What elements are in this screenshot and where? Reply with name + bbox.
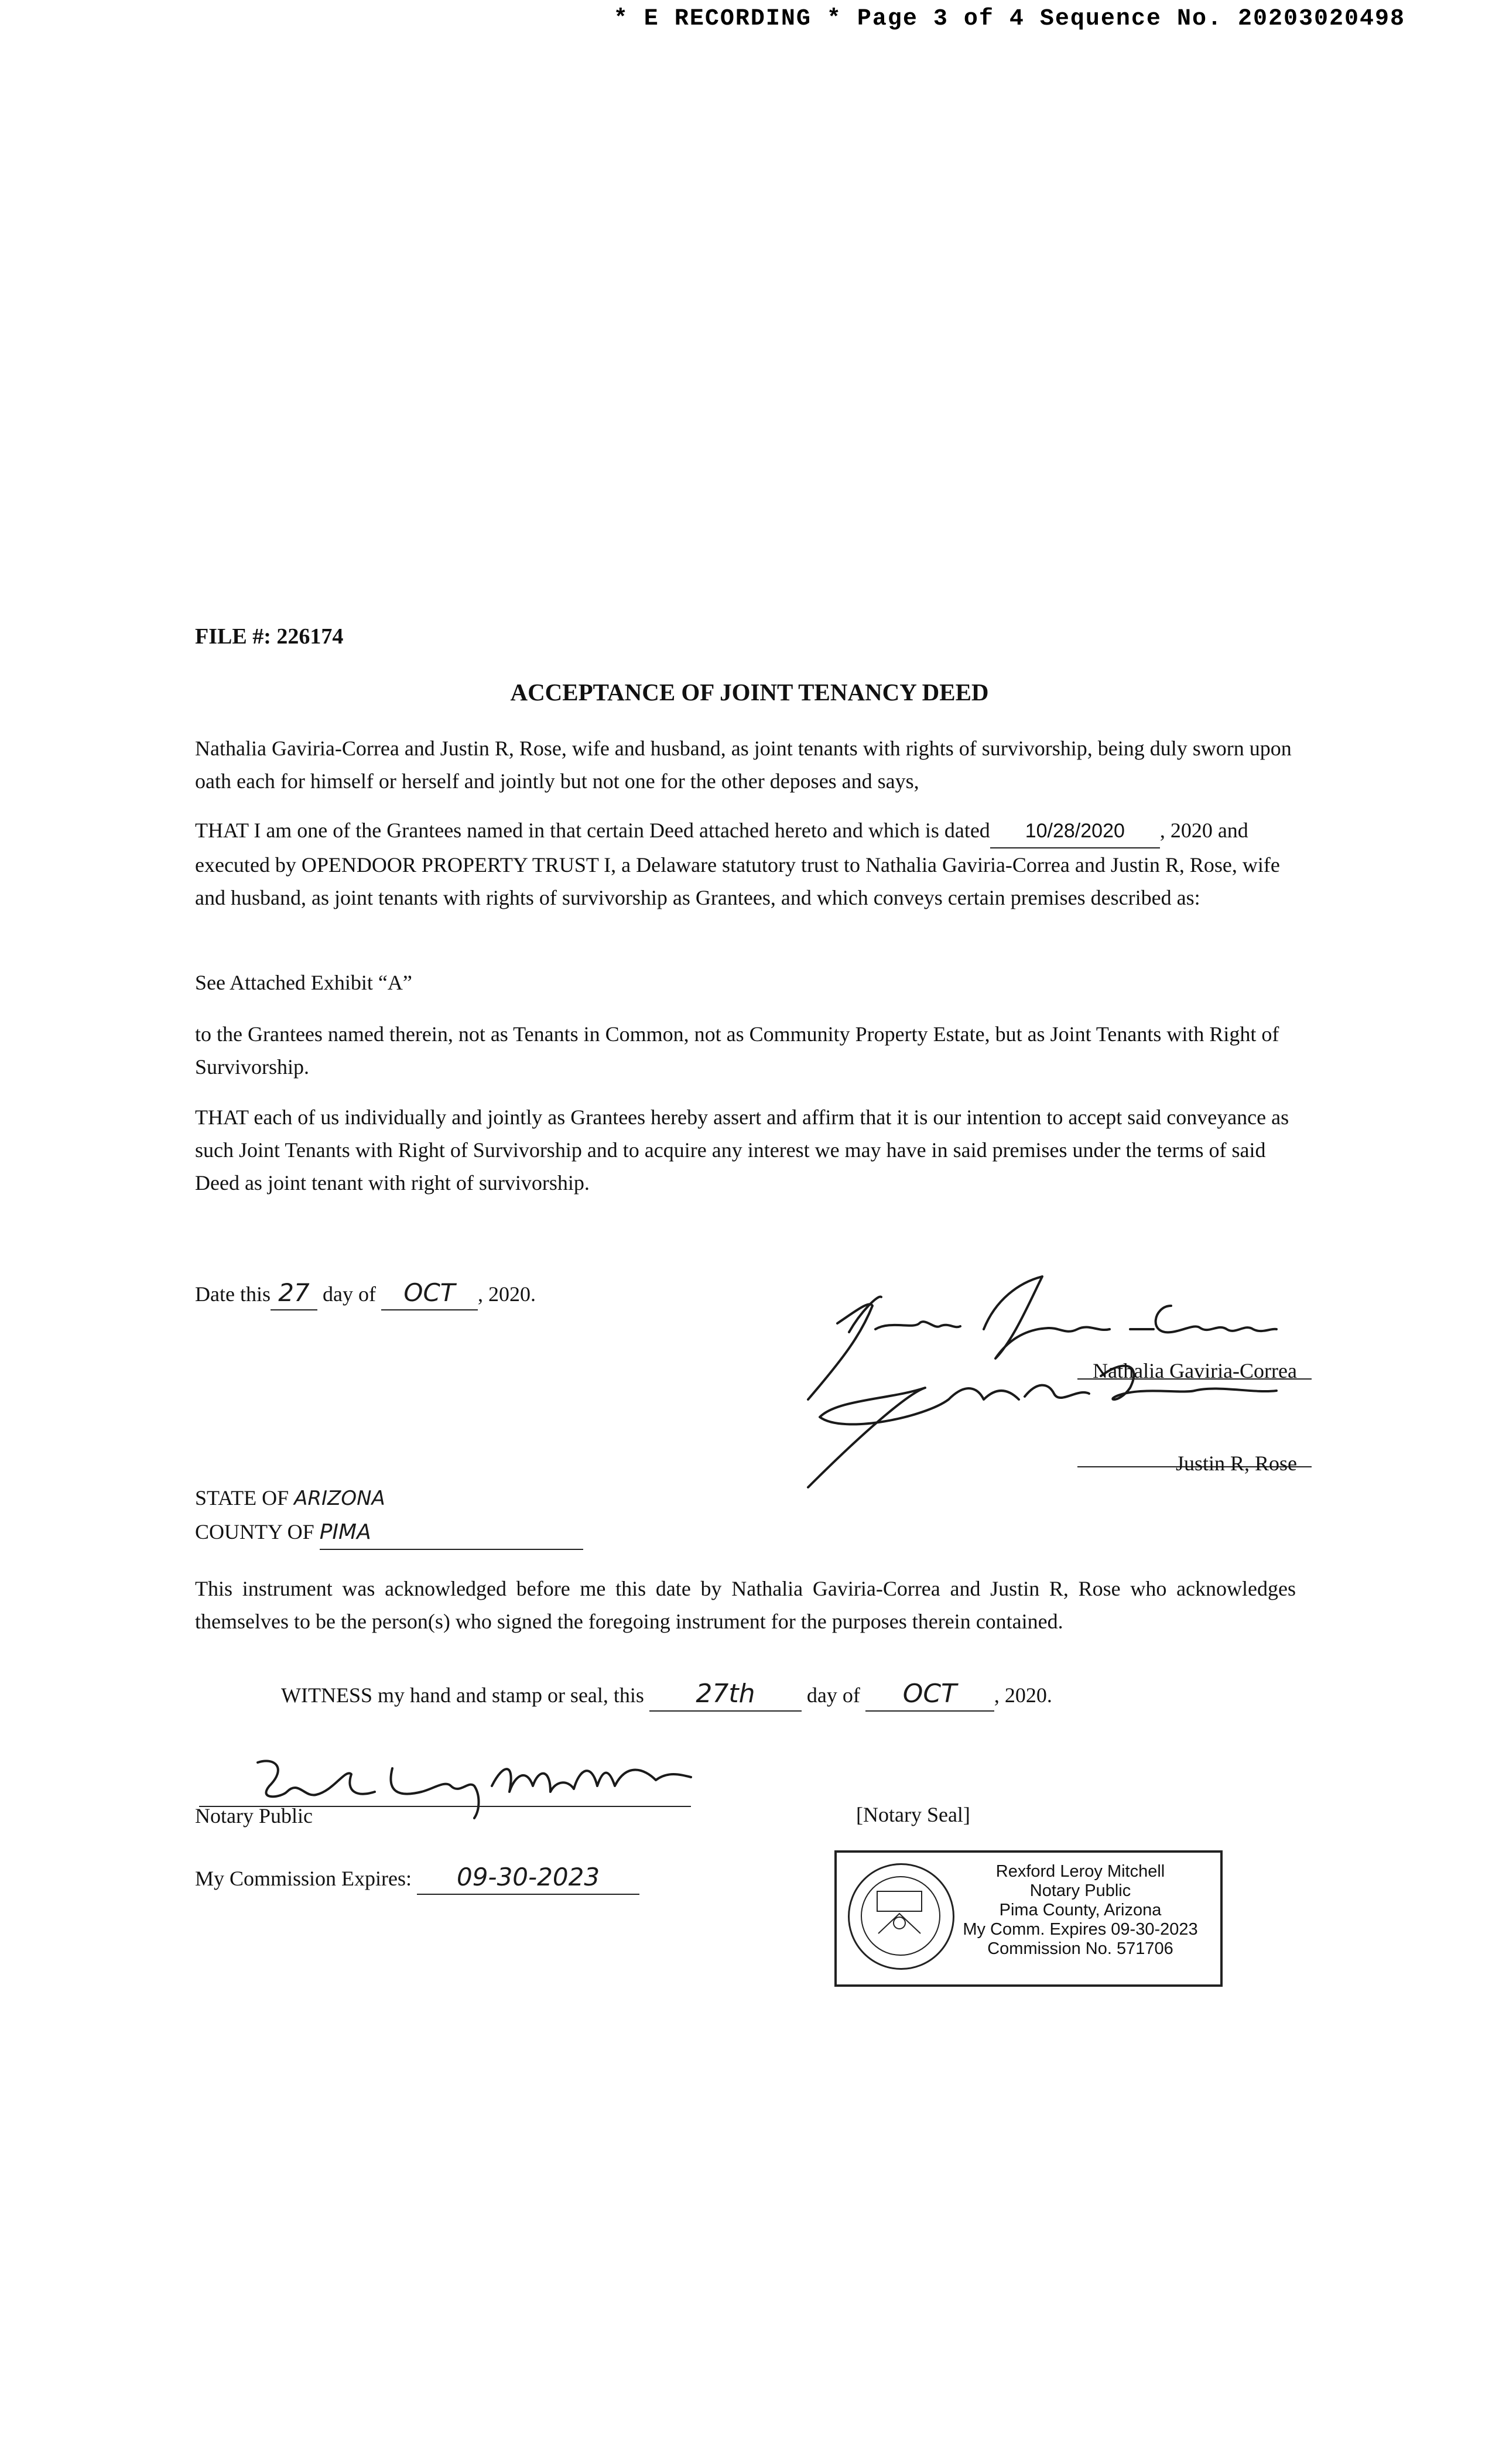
acknowledgment-paragraph: This instrument was acknowledged before me this date by Nathalia Gaviria-Correa and Justin R, Rose who acknowledges themselves to be the person(s) who signed the foregoing instrument for the purposes therein contained.: [195, 1577, 1296, 1633]
county-label: COUNTY OF: [195, 1520, 314, 1544]
notary-seal-label: [Notary Seal]: [856, 1803, 970, 1826]
notary-public-label: Notary Public: [195, 1804, 313, 1828]
paragraph-tenancy: to the Grantees named therein, not as Tenants in Common, not as Community Property Estate, but as Joint Tenants with Right of Survivorship.: [195, 1022, 1279, 1079]
stamp-text: [954, 1862, 1206, 1959]
commission-label: My Commission Expires:: [195, 1867, 412, 1890]
county-line: [195, 1515, 605, 1550]
stamp-expires: My Comm. Expires 09-30-2023: [963, 1920, 1198, 1939]
commission-value: 09-30-2023: [417, 1861, 639, 1895]
stamp-commission: Commission No. 571706: [987, 1939, 1173, 1958]
date-month: OCT: [381, 1277, 478, 1310]
document-title: ACCEPTANCE OF JOINT TENANCY DEED: [510, 679, 989, 706]
seal-emblem-icon: [872, 1887, 926, 1941]
witness-day: 27th: [649, 1678, 802, 1712]
stamp-title: Notary Public: [1029, 1881, 1131, 1900]
stamp-name: Rexford Leroy Mitchell: [995, 1862, 1165, 1881]
paragraph-grantees-rest: , 2020 and executed by OPENDOOR PROPERTY TRUST I, a Delaware statutory trust to Nathalia Gaviria-Correa and Justin R, Rose, wife and husband, as joint tenants with rights of survivorship as Grantees, and which conveys certain premises described as:: [195, 819, 1280, 909]
recording-header: * E RECORDING * Page 3 of 4 Sequence No. 20203020498: [613, 6, 1405, 32]
date-mid: day of: [322, 1282, 376, 1306]
exhibit-reference: See Attached Exhibit “A”: [195, 971, 412, 994]
date-prefix: Date this: [195, 1282, 271, 1306]
commission-line: [195, 1861, 781, 1895]
grantee-signatures: [773, 1241, 1347, 1534]
state-label: STATE OF: [195, 1486, 289, 1510]
state-value: ARIZONA: [294, 1487, 385, 1510]
signer-name-1: Nathalia Gaviria-Correa: [1093, 1359, 1297, 1382]
date-suffix: , 2020.: [477, 1282, 536, 1306]
file-number: FILE #: 226174: [195, 624, 344, 649]
witness-suffix: , 2020.: [994, 1683, 1052, 1707]
witness-line: [281, 1678, 1159, 1712]
county-value: PIMA: [320, 1516, 583, 1550]
paragraph-grantees-text: THAT I am one of the Grantees named in that certain Deed attached hereto and which is dated: [195, 819, 990, 842]
paragraph-deponents: Nathalia Gaviria-Correa and Justin R, Rose, wife and husband, as joint tenants with rights of survivorship, being duly sworn upon oath each for himself or herself and jointly but not one for the other deposes and says,: [195, 737, 1292, 793]
paragraph-affirmation: THAT each of us individually and jointly as Grantees hereby assert and affirm that it is our intention to accept said conveyance as such Joint Tenants with Right of Survivorship and to acquire any interest we may have in said premises under the terms of said Deed as joint tenant with right of survivorship.: [195, 1106, 1289, 1195]
deed-date: 10/28/2020: [990, 815, 1160, 848]
state-line: [195, 1481, 605, 1515]
date-day: 27: [271, 1277, 317, 1310]
paragraph-grantees: [195, 814, 1296, 914]
witness-mid: day of: [806, 1683, 860, 1707]
date-line: [195, 1277, 781, 1310]
witness-month: OCT: [865, 1678, 994, 1712]
witness-prefix: WITNESS my hand and stamp or seal, this: [281, 1683, 644, 1707]
signer-name-2: Justin R, Rose: [1175, 1452, 1297, 1475]
stamp-county: Pima County, Arizona: [999, 1901, 1162, 1919]
